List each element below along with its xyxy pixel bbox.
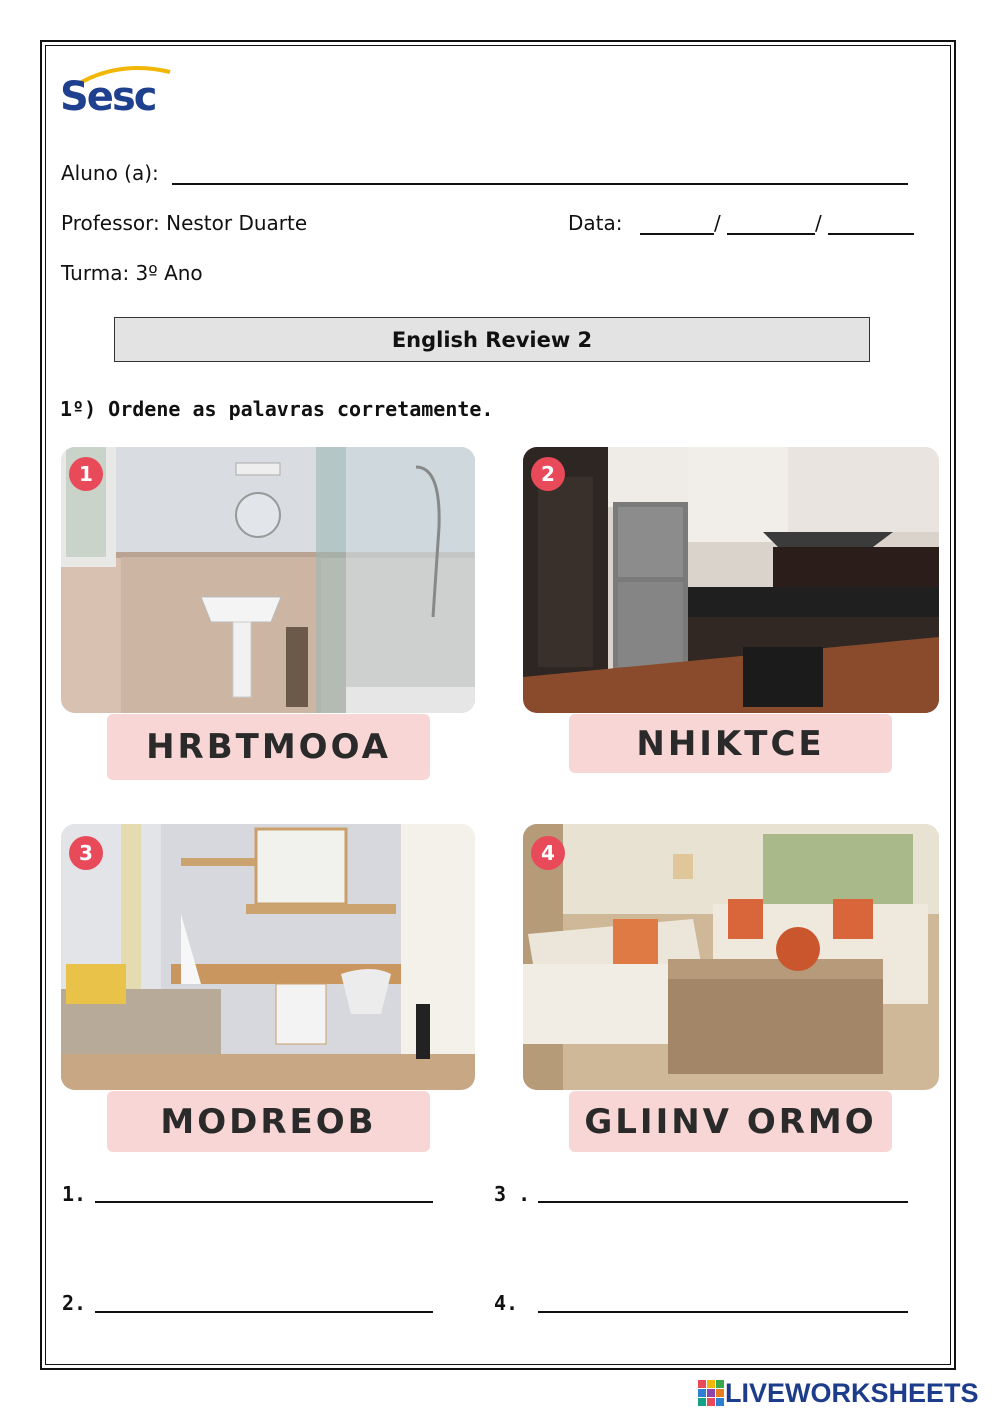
class-label: Turma: 3º Ano — [61, 261, 203, 285]
scrambled-word-4: GLIINV ORMO — [569, 1091, 892, 1152]
liveworksheets-logo-icon — [697, 1379, 725, 1407]
sesc-logo — [60, 62, 175, 122]
answer-label-3: 3 . — [494, 1182, 531, 1206]
student-label: Aluno (a): — [61, 161, 159, 185]
bedroom-photo — [61, 824, 475, 1090]
card-number-badge: 3 — [69, 836, 103, 870]
scrambled-word-2: NHIKTCE — [569, 714, 892, 773]
date-separator: / — [815, 211, 822, 235]
answer-label-2: 2. — [62, 1291, 87, 1315]
teacher-label: Professor: Nestor Duarte — [61, 211, 308, 235]
answer-label-4: 4. — [494, 1291, 519, 1315]
date-day-line[interactable] — [640, 233, 714, 235]
liveworksheets-watermark — [697, 1376, 979, 1410]
answer-line-4[interactable] — [538, 1311, 908, 1313]
answer-label-1: 1. — [62, 1182, 87, 1206]
watermark-text: LIVEWORKSHEETS — [725, 1377, 979, 1408]
bathroom-photo — [61, 447, 475, 713]
scrambled-word-1: HRBTMOOA — [107, 714, 430, 780]
card-number-badge: 1 — [69, 457, 103, 491]
logo-text: Sesc — [60, 74, 156, 120]
date-label: Data: — [568, 211, 623, 235]
date-year-line[interactable] — [828, 233, 914, 235]
question-1: 1º) Ordene as palavras corretamente. — [60, 397, 494, 421]
answer-line-3[interactable] — [538, 1201, 908, 1203]
student-name-line[interactable] — [172, 183, 908, 185]
answer-line-2[interactable] — [95, 1311, 433, 1313]
living-room-photo — [523, 824, 939, 1090]
card-number-badge: 2 — [531, 457, 565, 491]
scrambled-word-3: MODREOB — [107, 1091, 430, 1152]
card-number-badge: 4 — [531, 836, 565, 870]
date-month-line[interactable] — [727, 233, 815, 235]
kitchen-photo — [523, 447, 939, 713]
date-separator: / — [714, 211, 721, 235]
worksheet-title: English Review 2 — [114, 317, 870, 362]
answer-line-1[interactable] — [95, 1201, 433, 1203]
